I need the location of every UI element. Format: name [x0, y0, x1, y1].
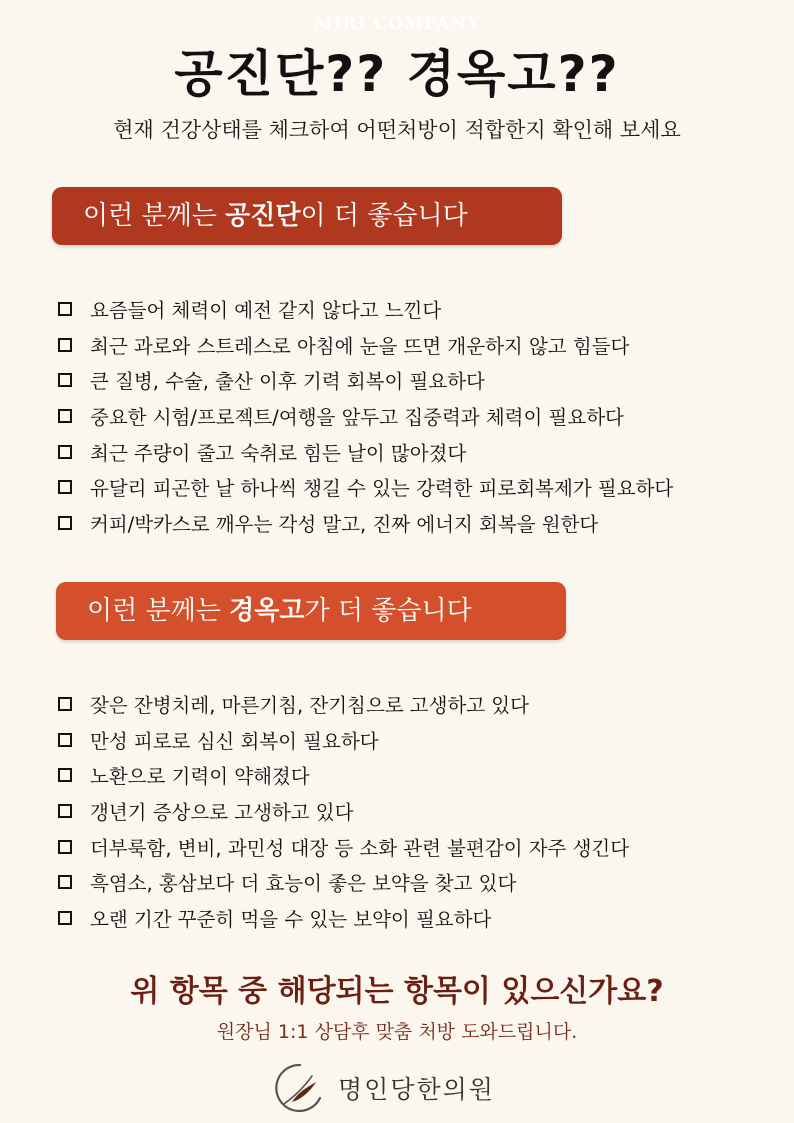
- checklist-item-label: 오랜 기간 꾸준히 먹을 수 있는 보약이 필요하다: [90, 907, 492, 931]
- checkbox-icon[interactable]: [58, 768, 72, 782]
- checkbox-icon[interactable]: [58, 409, 72, 423]
- checkbox-icon[interactable]: [58, 804, 72, 818]
- checkbox-icon[interactable]: [58, 911, 72, 925]
- circle-leaf-logo-icon: [270, 1060, 326, 1116]
- checkbox-icon[interactable]: [58, 697, 72, 711]
- checklist-item[interactable]: [58, 686, 629, 722]
- checklist-item-label: 잦은 잔병치레, 마른기침, 잔기침으로 고생하고 있다: [90, 693, 529, 717]
- checklist-item-label: 중요한 시험/프로젝트/여행을 앞두고 집중력과 체력이 필요하다: [90, 405, 624, 429]
- checklist-item[interactable]: [58, 793, 629, 829]
- banner-suffix: 가 더 좋습니다: [304, 596, 472, 626]
- checkbox-icon[interactable]: [58, 302, 72, 316]
- checklist-item[interactable]: [58, 722, 629, 758]
- checklist-item[interactable]: [58, 434, 673, 470]
- checklist-item-label: 갱년기 증상으로 고생하고 있다: [90, 800, 354, 824]
- checklist-item-label: 커피/박카스로 깨우는 각성 말고, 진짜 에너지 회복을 원한다: [90, 512, 599, 536]
- checkbox-icon[interactable]: [58, 338, 72, 352]
- checklist-item[interactable]: [58, 469, 673, 505]
- banner-highlight: 공진단: [225, 201, 301, 231]
- gongjindan-section-banner: [52, 187, 562, 245]
- gongjindan-checklist: [58, 291, 673, 541]
- checkbox-icon[interactable]: [58, 875, 72, 889]
- checkbox-icon[interactable]: [58, 840, 72, 854]
- checklist-item-label: 최근 과로와 스트레스로 아침에 눈을 뜨면 개운하지 않고 힘들다: [90, 334, 630, 358]
- checkbox-icon[interactable]: [58, 480, 72, 494]
- checklist-item-label: 만성 피로로 심신 회복이 필요하다: [90, 729, 379, 753]
- banner-highlight: 경옥고: [229, 596, 305, 626]
- consult-text: 원장님 1:1 상담후 맞춤 처방 도와드립니다.: [216, 1021, 578, 1043]
- page-title: 공진단?? 경옥고??: [174, 45, 620, 103]
- watermark: MIRI COMPANY: [313, 14, 481, 34]
- checklist-item-label: 흑염소, 홍삼보다 더 효능이 좋은 보약을 찾고 있다: [90, 872, 517, 896]
- clinic-logo: [270, 1058, 530, 1118]
- checklist-item[interactable]: [58, 757, 629, 793]
- checklist-item[interactable]: [58, 398, 673, 434]
- checklist-item-label: 큰 질병, 수술, 출산 이후 기력 회복이 필요하다: [90, 370, 485, 394]
- checkbox-icon[interactable]: [58, 516, 72, 530]
- checklist-item[interactable]: [58, 327, 673, 363]
- banner-prefix: 이런 분께는: [87, 596, 230, 626]
- checklist-item[interactable]: [58, 505, 673, 541]
- gyeongokgo-section-banner: [56, 582, 566, 640]
- clinic-name: 명인당한의원: [338, 1075, 495, 1104]
- banner-prefix: 이런 분께는: [83, 201, 226, 231]
- checklist-item[interactable]: [58, 900, 629, 936]
- banner-suffix: 이 더 좋습니다: [300, 201, 468, 231]
- checkbox-icon[interactable]: [58, 733, 72, 747]
- checklist-item-label: 최근 주량이 줄고 숙취로 힘든 날이 많아졌다: [90, 441, 467, 465]
- checklist-item[interactable]: [58, 829, 629, 865]
- checkbox-icon[interactable]: [58, 373, 72, 387]
- checklist-item[interactable]: [58, 362, 673, 398]
- page-subtitle: 현재 건강상태를 체크하여 어떤처방이 적합한지 확인해 보세요: [113, 118, 681, 142]
- checklist-item[interactable]: [58, 291, 673, 327]
- checklist-item-label: 더부룩함, 변비, 과민성 대장 등 소화 관련 불편감이 자주 생긴다: [90, 836, 630, 860]
- checkbox-icon[interactable]: [58, 445, 72, 459]
- checklist-item-label: 요즘들어 체력이 예전 같지 않다고 느낀다: [90, 298, 442, 322]
- gyeongokgo-checklist: [58, 686, 629, 936]
- checklist-item-label: 유달리 피곤한 날 하나씩 챙길 수 있는 강력한 피로회복제가 필요하다: [90, 477, 674, 501]
- checklist-item-label: 노환으로 기력이 약해졌다: [90, 765, 310, 789]
- question-heading: 위 항목 중 해당되는 항목이 있으신가요?: [130, 974, 664, 1009]
- checklist-item[interactable]: [58, 864, 629, 900]
